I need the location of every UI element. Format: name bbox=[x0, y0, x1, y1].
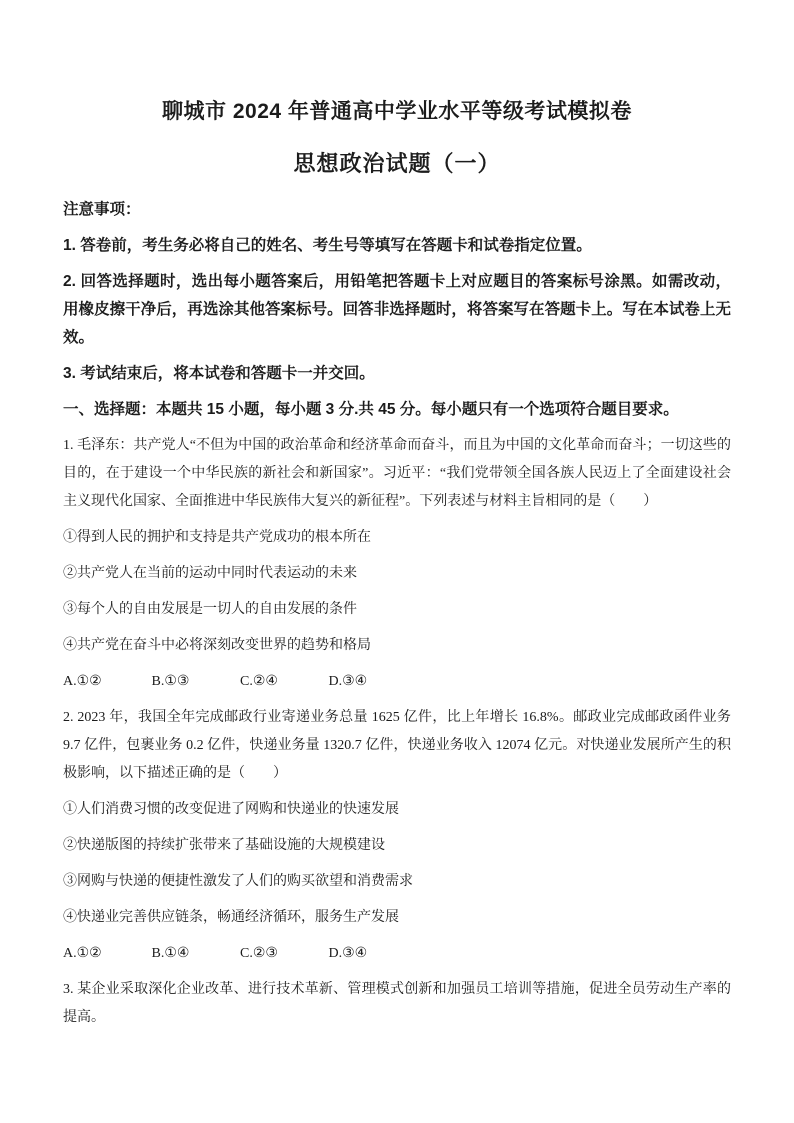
notice-item-2: 2. 回答选择题时，选出每小题答案后，用铅笔把答题卡上对应题目的答案标号涂黑。如需改动，用橡皮擦干净后，再选涂其他答案标号。回答非选择题时，将答案写在答题卡上。写在本试卷上无效。 bbox=[63, 273, 731, 346]
question-2-choice-b: B.①④ bbox=[151, 946, 190, 961]
page-subtitle: 思想政治试题（一） bbox=[293, 151, 501, 176]
notice-item-1: 1. 答卷前，考生务必将自己的姓名、考生号等填写在答题卡和试卷指定位置。 bbox=[63, 237, 592, 254]
question-1-choice-b: B.①③ bbox=[151, 674, 190, 689]
question-1-option-3: ③每个人的自由发展是一切人的自由发展的条件 bbox=[63, 602, 357, 617]
question-2-choice-d: D.③④ bbox=[328, 946, 368, 961]
question-2-stem: 2. 2023 年，我国全年完成邮政行业寄递业务总量 1625 亿件，比上年增长 16.8%。邮政业完成邮政函件业务 9.7 亿件，包裹业务 0.2 亿件，快递业务量 1320.7 亿件，快递业务收入 12074 亿元。对快递业发展所产生的积极影响，以下描述正确的是（ ） bbox=[63, 710, 731, 781]
question-2-option-3: ③网购与快递的便捷性激发了人们的购买欲望和消费需求 bbox=[63, 874, 413, 889]
question-1 bbox=[63, 432, 731, 696]
notice-heading: 注意事项： bbox=[63, 201, 141, 218]
question-1-option-4: ④共产党在奋斗中必将深刻改变世界的趋势和格局 bbox=[63, 638, 371, 653]
page-title: 聊城市 2024 年普通高中学业水平等级考试模拟卷 bbox=[162, 100, 632, 123]
section-heading: 一、选择题：本题共 15 小题，每小题 3 分.共 45 分。每小题只有一个选项符合题目要求。 bbox=[63, 401, 679, 418]
question-2-choices bbox=[63, 940, 731, 968]
question-3-stem: 3. 某企业采取深化企业改革、进行技术革新、管理模式创新和加强员工培训等措施，促进全员劳动生产率的提高。 bbox=[63, 982, 731, 1025]
question-1-choice-d: D.③④ bbox=[328, 674, 368, 689]
question-1-choice-c: C.②④ bbox=[240, 674, 278, 689]
question-2-option-2: ②快递版图的持续扩张带来了基础设施的大规模建设 bbox=[63, 838, 385, 853]
question-1-stem: 1. 毛泽东：共产党人“不但为中国的政治革命和经济革命而奋斗，而且为中国的文化革命而奋斗；一切这些的目的，在于建设一个中华民族的新社会和新国家”。习近平：“我们党带领全国各族人民迈上了全面建设社会主义现代化国家、全面推进中华民族伟大复兴的新征程”。下列表述与材料主旨相同的是（ ） bbox=[63, 438, 731, 509]
question-1-option-1: ①得到人民的拥护和支持是共产党成功的根本所在 bbox=[63, 530, 371, 545]
question-2-choice-c: C.②③ bbox=[240, 946, 278, 961]
question-2-option-1: ①人们消费习惯的改变促进了网购和快递业的快速发展 bbox=[63, 802, 399, 817]
question-1-option-2: ②共产党人在当前的运动中同时代表运动的未来 bbox=[63, 566, 357, 581]
question-2 bbox=[63, 704, 731, 968]
question-1-choice-a: A.①② bbox=[63, 674, 102, 689]
notice-item-3: 3. 考试结束后，将本试卷和答题卡一并交回。 bbox=[63, 365, 375, 382]
question-1-choices bbox=[63, 668, 731, 696]
question-3 bbox=[63, 976, 731, 1032]
question-2-choice-a: A.①② bbox=[63, 946, 102, 961]
question-2-option-4: ④快递业完善供应链条，畅通经济循环，服务生产发展 bbox=[63, 910, 399, 925]
